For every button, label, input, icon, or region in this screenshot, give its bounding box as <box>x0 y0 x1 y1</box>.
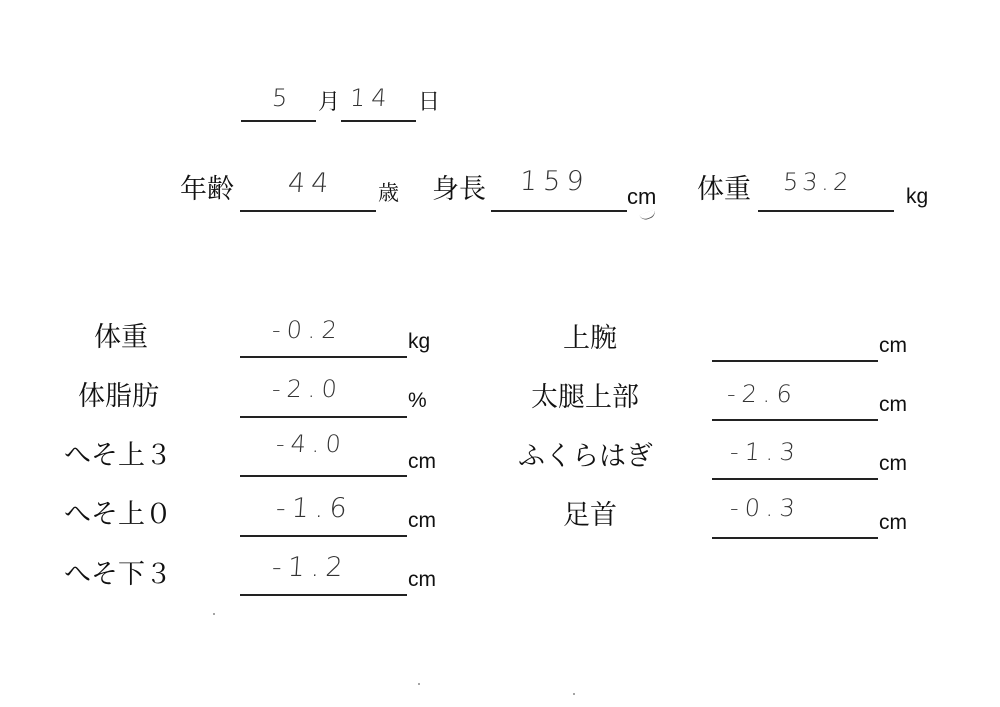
right-label-upper-thigh: 太腿上部 <box>531 382 639 413</box>
left-unit-body-fat: % <box>408 389 427 412</box>
day-value: 14 <box>349 84 394 112</box>
weight-unit: kg <box>906 185 929 208</box>
left-value-navel-above-0: -1.6 <box>274 493 354 524</box>
age-unit: 歳 <box>378 181 399 205</box>
left-unit-navel-below-3: cm <box>408 568 436 591</box>
left-underline-navel-below-3 <box>240 594 407 596</box>
age-value: 44 <box>286 168 336 199</box>
weight-value: 53.2 <box>782 168 854 196</box>
right-value-upper-thigh: -2.6 <box>726 380 799 408</box>
left-value-navel-above-3: -4.0 <box>275 430 348 458</box>
left-label-navel-below-3: へそ下３ <box>64 559 172 590</box>
right-value-calf: -1.3 <box>729 438 802 466</box>
left-value-body-fat: -2.0 <box>271 375 344 403</box>
left-underline-body-fat <box>240 416 407 418</box>
left-label-navel-above-0: へそ上０ <box>64 499 172 530</box>
left-value-weight: -0.2 <box>271 316 344 344</box>
scan-speck <box>573 693 575 695</box>
left-underline-weight <box>240 356 407 358</box>
right-label-calf: ふくらはぎ <box>518 441 653 472</box>
left-label-navel-above-3: へそ上３ <box>64 440 172 471</box>
age-underline <box>240 210 376 212</box>
scan-speck <box>213 613 215 615</box>
left-unit-navel-above-3: cm <box>408 450 436 473</box>
right-underline-upper-thigh <box>712 419 878 421</box>
month-value: 5 <box>271 84 295 112</box>
right-label-upper-arm: 上腕 <box>563 323 617 354</box>
right-unit-ankle: cm <box>879 511 907 534</box>
height-unit: cm <box>627 184 657 209</box>
height-underline <box>491 210 627 212</box>
right-underline-upper-arm <box>712 360 878 362</box>
left-underline-navel-above-3 <box>240 475 407 477</box>
left-value-navel-below-3: -1.2 <box>270 552 350 583</box>
left-label-body-fat: 体脂肪 <box>78 381 159 412</box>
check-mark <box>639 209 656 221</box>
right-label-ankle: 足首 <box>563 500 617 531</box>
left-unit-navel-above-0: cm <box>408 509 436 532</box>
right-value-ankle: -0.3 <box>729 494 802 522</box>
right-unit-calf: cm <box>879 452 907 475</box>
height-value: 159 <box>518 166 591 197</box>
month-label: 月 <box>318 90 341 115</box>
scan-speck <box>418 683 420 685</box>
day-underline <box>341 120 416 122</box>
month-underline <box>241 120 316 122</box>
right-unit-upper-thigh: cm <box>879 393 907 416</box>
left-underline-navel-above-0 <box>240 535 407 537</box>
left-label-weight: 体重 <box>94 322 148 353</box>
age-label: 年齢 <box>180 174 234 205</box>
height-label: 身長 <box>432 174 486 205</box>
weight-underline <box>758 210 894 212</box>
right-unit-upper-arm: cm <box>879 334 907 357</box>
weight-label: 体重 <box>697 174 751 205</box>
day-label: 日 <box>418 90 441 115</box>
right-underline-ankle <box>712 537 878 539</box>
left-unit-weight: kg <box>408 330 431 353</box>
right-underline-calf <box>712 478 878 480</box>
